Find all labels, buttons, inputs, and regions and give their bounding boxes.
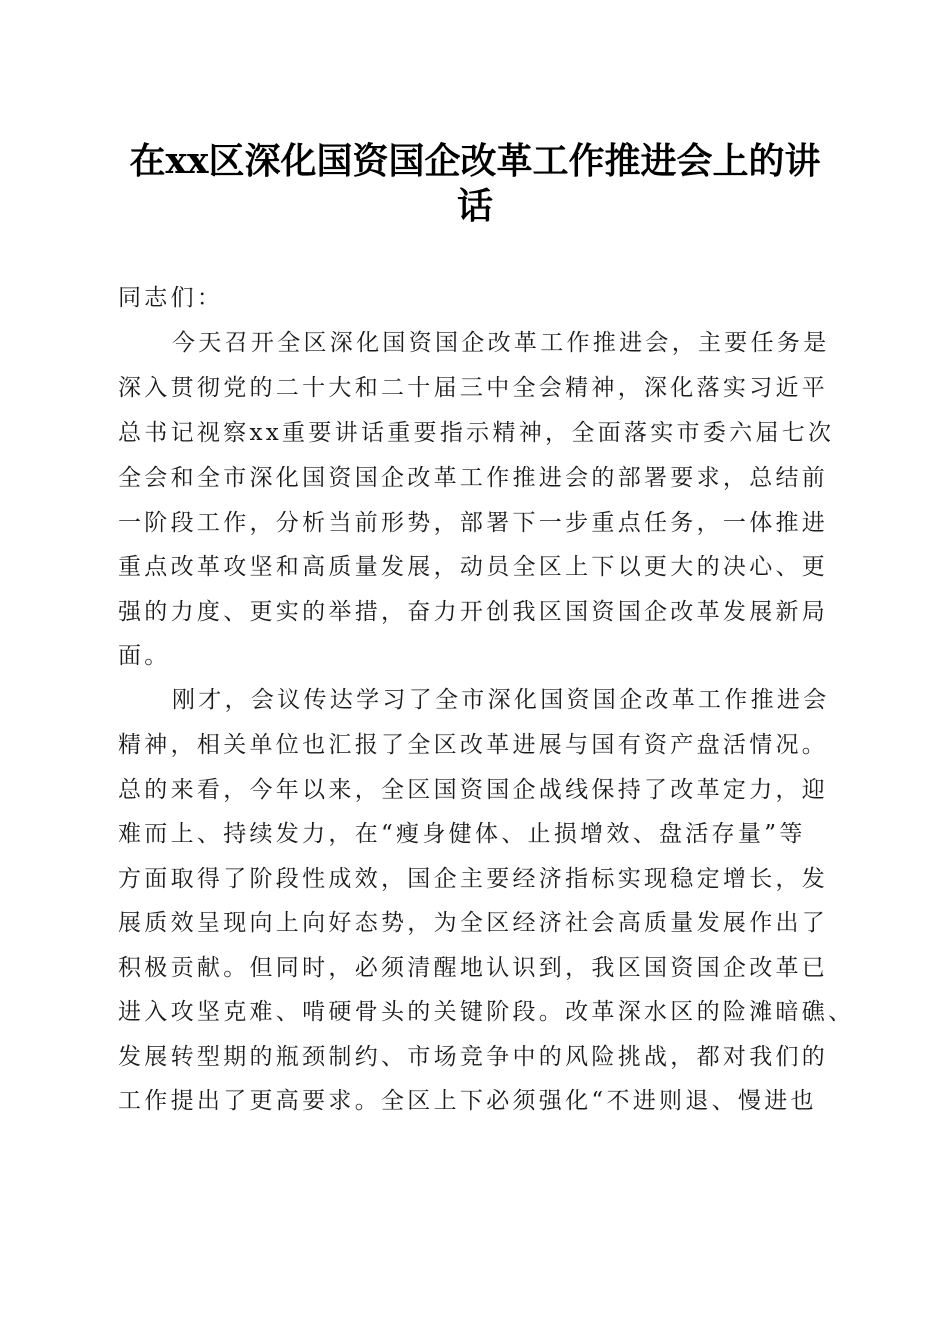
paragraph-1-line-7: 强的力度、更实的举措，奋力开创我区国资国企改革发展新局 [118, 599, 829, 625]
paragraph-2-line-4: 难而上、持续发力，在“瘦身健体、止损增效、盘活存量”等 [118, 821, 806, 847]
paragraph-2-line-10: 工作提出了更高要求。全区上下必须强化“不进则退、慢进也 [118, 1088, 817, 1114]
paragraph-1-line-4: 全会和全市深化国资国企改革工作推进会的部署要求，总结前 [118, 465, 829, 491]
document-title-line-1: 在xx区深化国资国企改革工作推进会上的讲 [129, 140, 821, 182]
paragraph-2-line-3: 总的来看，今年以来，全区国资国企战线保持了改革定力，迎 [118, 777, 829, 803]
paragraph-2-line-9: 发展转型期的瓶颈制约、市场竞争中的风险挑战，都对我们的 [118, 1044, 829, 1070]
paragraph-2-line-6: 展质效呈现向上向好态势，为全区经济社会高质量发展作出了 [118, 910, 829, 936]
paragraph-1-line-6: 重点改革攻坚和高质量发展，动员全区上下以更大的决心、更 [118, 554, 829, 580]
paragraph-1-line-1: 今天召开全区深化国资国企改革工作推进会，主要任务是 [172, 330, 830, 356]
paragraph-2-line-7: 积极贡献。但同时，必须清醒地认识到，我区国资国企改革已 [118, 955, 829, 981]
paragraph-2-line-8: 进入攻坚克难、啃硬骨头的关键阶段。改革深水区的险滩暗礁、 [118, 999, 855, 1025]
salutation: 同志们： [118, 285, 224, 311]
paragraph-1-line-8: 面。 [118, 643, 171, 669]
paragraph-1-line-3: 总书记视察xx重要讲话重要指示精神，全面落实市委六届七次 [118, 420, 835, 446]
document-title-line-2: 话 [456, 185, 493, 227]
paragraph-1-line-5: 一阶段工作，分析当前形势，部署下一步重点任务，一体推进 [118, 510, 829, 536]
paragraph-1-line-2: 深入贯彻党的二十大和二十届三中全会精神，深化落实习近平 [118, 375, 829, 401]
paragraph-2-line-5: 方面取得了阶段性成效，国企主要经济指标实现稳定增长，发 [118, 866, 829, 892]
paragraph-2-line-1: 刚才，会议传达学习了全市深化国资国企改革工作推进会 [172, 687, 830, 713]
paragraph-2-line-2: 精神，相关单位也汇报了全区改革进展与国有资产盘活情况。 [118, 732, 829, 758]
